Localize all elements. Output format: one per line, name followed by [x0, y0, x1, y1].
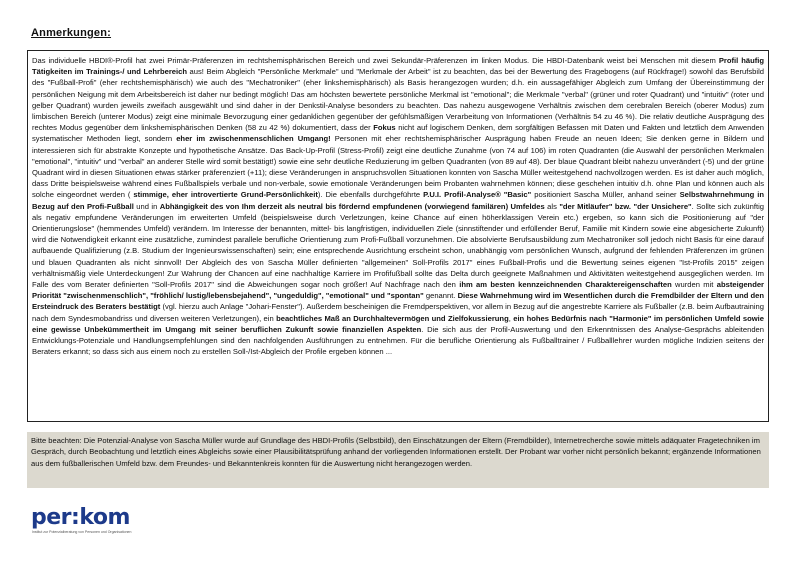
body-text-run: ). Die ebenfalls durchgeführte [317, 190, 424, 200]
logo-tagline: Institut zur Potenzialberatung von Personen und Organisationen [32, 530, 132, 534]
body-text-run: . Die sich aus der Profil-Auswertung und den Erkenntnissen des Analyse-Gesprächs ableitenden Entwicklungs-Potenziale und Handlungsempfehlungen sind den nachfolgenden Ausführungen zu entnehmen. Für die berufliche Orientierung als Fußballtrainer / Fußballlehrer wurden mögliche Indizien seitens der Beraters erkannt; so dass sich aus einem noch zu erstellen Soll-/Ist-Abgleich der Profile ergeben können ... [32, 324, 764, 357]
emphasis-text: Diese Wahrnehmung wird im Wesentlichen durch die Fremdbilder der Eltern und den Ersteindruck des Beraters bestätigt [32, 291, 765, 312]
notice-box [27, 432, 769, 488]
logo-wordmark: per:kom [31, 505, 130, 530]
emphasis-text: P.U.I. Profil-Analyse® "Basic" [423, 190, 532, 200]
body-text-run: Das individuelle HBDI®-Profil hat zwei Primär-Präferenzen im rechtshemisphärischen Bereich und zwei Sekundär-Präferenzen im linken Modus. Die HBDI-Datenbank weist bei Menschen mit diesem [32, 56, 719, 65]
body-text-run: nicht auf logischem Denken, dem sorgfältigen Befassen mit Daten und Fakten und letztlich dem Anwenden systematischer Methoden liegt, sondern [32, 123, 764, 144]
body-text-run: (vgl. hierzu auch Anlage "Johari-Fenster"). Außerdem bescheinigen die Fremdperspektiven, vor allem in Bezug auf die angestrebte Karriere als Fußballer (z.B. beim Aufbautraining nach dem Syndesmobandriss und diversen weiteren Verletzungen), ein [32, 302, 765, 323]
emphasis-text: ihm am besten kennzeichnenden Charaktereigenschaften [459, 280, 672, 290]
body-text-run: , [508, 313, 514, 323]
emphasis-text: ein hohes Bedürfnis nach "Harmonie" im persönlichen Umfeld sowie eine gewisse Unbekümmertheit im Umgang mit seiner beruflichen Zukunft sowie finanziellen Aspekten [32, 313, 764, 334]
emphasis-text: Selbstwahrnehmung in Bezug auf den Profi-Fußball [32, 190, 764, 211]
body-text-run: und in [133, 201, 160, 211]
perkom-logo [31, 505, 171, 545]
emphasis-text: beachtliches Maß an Durchhaltevermögen und Zielfokussierung [276, 313, 509, 323]
remarks-paragraph [32, 55, 764, 357]
body-text-run: aus! Beim Abgleich "Persönliche Merkmale" und "Merkmale der Arbeit" ist zu beachten, das bei der Bewertung des Fragebogens (auf Rückfrage!) sowohl das Berufsbild des "Fußball-Profi" (eher rechtshemisphärisch) wie auch des "Mechatroniker" (eher linkshemisphärisch) als Basis herangezogen wurden; d.h. ein aussagefähiger Abgleich zum Umfang der Übereinstimmung der persönlichen Neigung mit dem Arbeitsbereich ist daher nur bedingt möglich! Das am höchsten bewertete persönliche Merkmal ist "emotional"; die Merkmale "verbal" (grüner und roter Quadrant) und "intuitiv" (roter und gelber Quadrant) wurden jeweils zweifach ausgewählt und sind daher in der Denkstil-Analyse besonders zu beachten. Das nahezu ausgewogene Verhältnis zwischen dem cerebralen Bereich (oberer Modus) zum limbischen Bereich (unterer Modus) zeigt eine minimale Bevorzugung einer gedanklichen gegenüber der gefühlsmäßigen Verarbeitung von Informationen (Verhältnis 54 zu 46 %). Die relativ deutliche Ausprägung des rechtes Modus gegenüber dem linkshemisphärischen Denken (58 zu 42 %) dokumentiert, dass der [32, 67, 764, 133]
section-heading: Anmerkungen: [31, 27, 112, 39]
body-text-run: positioniert Sascha Müller, anhand seiner [531, 190, 680, 200]
emphasis-text: stimmige, eher introvertierte Grund-Persönlichkeit [133, 190, 318, 200]
body-text-run: . Sollte sich zukünftig als negativ empfundene Veränderungen im erweiterten Umfeld (beispielsweise durch Verletzungen, keine Chance auf einen höherklassigen Verein etc.) ergeben, so kann sich die Positionierung auf "der Orientierungslose" (hemmendes Umfeld) verändern. Im Interesse der benannten, mittel- bis langfristigen, individuellen Ziele (sinnstiftender und erfüllender Beruf, Familie mit Kindern sowie eine abgesicherte Zukunft) wird die Notwendigkeit erkannt eine zusätzliche, zumindest parallele berufliche Orientierung zum Profi-Fußball vorzunehmen. Die absolvierte Berufsausbildung zum Mechatroniker soll jedoch nicht Basis für eine darauf aufbauende Qualifizierung (z.B. Studium der Ingenieurswissenschaften) sein; eine entsprechende Ausrichtung erscheint schon, unabhängig vom persönlichen Wunsch, aufgrund der fehlenden Präferenzen im grünen und blauen Quadranten als nicht sinnvoll! Der Abgleich des von Sascha Müller definierten "allgemeinen" Soll-Profils 2017" eines Fußball-Profis und die Bewertung seines eigenen "Ist-Profils 2015" zeigen verhältnismäßig viele Unterdeckungen! Zur Wahrung der Chancen auf eine nachhaltige Karriere im Profifußball sollte das Delta durch geeignete Maßnahmen und Aktivitäten weitestgehend ausgeglichen werden. Im Falle des vom Berater definierten "Soll-Profils 2017" sind die Abweichungen sogar noch größer! Auf Nachfrage nach den [32, 201, 764, 290]
notice-text: Bitte beachten: Die Potenzial-Analyse von Sascha Müller wurde auf Grundlage des HBDI-Profils (Selbstbild), den Einschätzungen der Eltern (Fremdbilder), Internetrecherche sowie mittels adäquater Fragetechniken im Gespräch, durch Beobachtung und letztlich eines Abgleichs sowie einer Plausibilitätsprüfung anhand der vorliegenden Informationen erstellt. Der Probant war vorher nicht persönlich bekannt; ergänzende Informationen aus dem fußballerischen Umfeld bzw. dem Freundes- und Bekanntenkreis konnten für die Auswertung nicht herangezogen werden. [31, 436, 761, 468]
body-text-run: als [544, 201, 560, 211]
body-text-run: Personen mit eher rechtshemisphärischer Ausprägung haben Freude an neuen Ideen; Sie denken gerne in Bildern und interessieren sich für abstrakte Konzepte und hypothetische Ansätze. Das Back-Up-Profil (Stress-Profil) zeigt eine deutliche Zunahme (von 74 auf 106) im roten Quadranten (die Auswahl der persönlichen Merkmalen "emotional", "intuitiv" und "verbal" an anderer Stelle wird somit bestätigt!) sowie eine sehr deutliche Reduzierung im gelben Quadranten (von 89 auf 48). Der blaue Quadrant bleibt nahezu unverändert (-5) und der grüne Quadrant wird in diesen Situationen etwas stärker präferenziert (+11); diese Veränderungen in anspruchsvollen Situationen konnten von Sascha Müller weitestgehend nachvollzogen werden. Es ist daher auch möglich, dass Dritte beispielsweise während eines Fußballspiels verbale und non-verbale, sowie emotionale Veränderungen beim Probanten wahrnehmen können; diese geschehen intuitiv d.h. ohne Plan und können auch als solche eingeordnet werden ( [32, 134, 764, 200]
emphasis-text: Profil häufig Tätigkeiten im Trainings-/ und Lehrbereich [32, 56, 764, 77]
emphasis-text: "der Mitläufer" bzw. "der Unsichere" [559, 201, 692, 211]
remarks-text-box [27, 50, 769, 422]
body-text-run: wurden mit [671, 280, 717, 290]
emphasis-text: Fokus [373, 123, 396, 133]
emphasis-text: eher im zwischenmenschlichen Umgang! [176, 134, 331, 144]
body-text-run: genannt. [423, 291, 458, 301]
emphasis-text: Abhängigkeit des von Ihm derzeit als neutral bis fördernd empfundenen (vorwiegend familären) Umfeldes [159, 201, 545, 211]
emphasis-text: absteigender Priorität "zwischenmenschlich", "fröhlich/ lustig/lebensbejahend", "ungeduldig", "emotional" und "spontan" [32, 280, 765, 301]
